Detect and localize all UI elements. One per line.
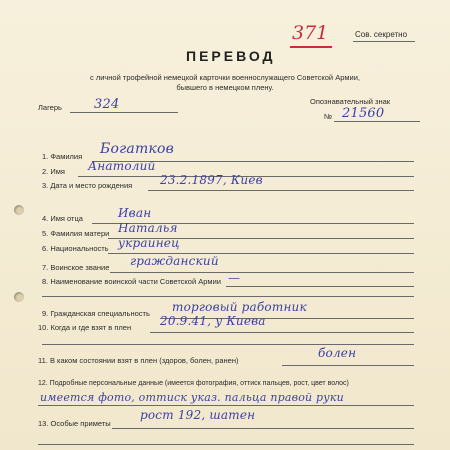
field-name-label: 2. Имя bbox=[42, 167, 65, 176]
field-birth-value: 23.2.1897, Киев bbox=[160, 173, 263, 187]
camp-line bbox=[70, 112, 178, 113]
camp-value: 324 bbox=[94, 97, 120, 112]
field-birth-label: 3. Дата и место рождения bbox=[42, 181, 133, 190]
id-mark-prefix: № bbox=[324, 112, 333, 121]
subtitle-line-1: с личной трофейной немецкой карточки военнослужащего Советской Армии, bbox=[89, 73, 361, 82]
field-features-label: 13. Особые приметы bbox=[38, 419, 111, 428]
id-mark-value: 21560 bbox=[342, 106, 385, 121]
field-name-value: Анатолий bbox=[88, 159, 156, 173]
bottom-line bbox=[38, 444, 414, 445]
field-father-label: 4. Имя отца bbox=[42, 214, 83, 223]
field-condition-value: болен bbox=[318, 346, 357, 360]
page-title: ПЕРЕВОД bbox=[186, 48, 276, 64]
number-underline bbox=[290, 46, 332, 48]
field-unit-line-2 bbox=[42, 296, 414, 297]
field-surname-value: Богатков bbox=[100, 141, 174, 157]
field-mother-value: Наталья bbox=[118, 221, 178, 235]
field-nationality-label: 6. Национальность bbox=[42, 244, 109, 253]
field-rank-line bbox=[110, 272, 414, 273]
field-personal-data-value: имеется фото, оттиск указ. пальца правой руки bbox=[40, 391, 344, 404]
field-surname-label: 1. Фамилия bbox=[42, 152, 83, 161]
blank-line bbox=[42, 344, 414, 345]
subtitle-line-2: бывшего в немецком плену. bbox=[176, 83, 274, 92]
field-unit-value: — bbox=[228, 271, 241, 285]
field-specialty-value: торговый работник bbox=[172, 300, 307, 314]
field-captured-line bbox=[150, 332, 414, 333]
field-captured-label: 10. Когда и где взят в плен bbox=[38, 323, 132, 332]
punch-hole bbox=[14, 292, 24, 302]
camp-label: Лагерь bbox=[38, 103, 62, 112]
id-mark-label: Опознавательный знак bbox=[310, 97, 391, 106]
field-captured-value: 20.9.41, у Киева bbox=[160, 314, 266, 328]
punch-hole bbox=[14, 205, 24, 215]
field-unit-label: 8. Наименование воинской части Советской Армии bbox=[42, 277, 221, 286]
field-rank-label: 7. Воинское звание bbox=[42, 263, 110, 272]
field-father-value: Иван bbox=[118, 206, 152, 220]
field-condition-label: 11. В каком состоянии взят в плен (здоров, болен, ранен) bbox=[38, 356, 239, 365]
document-number: 371 bbox=[292, 22, 329, 44]
classification-underline bbox=[353, 41, 415, 42]
field-mother-label: 5. Фамилия матери bbox=[42, 229, 110, 238]
field-specialty-label: 9. Гражданская специальность bbox=[42, 309, 150, 318]
field-unit-line-1 bbox=[226, 286, 414, 287]
field-personal-data-label: 12. Подробные персональные данные (имеется фотография, оттиск пальцев, рост, цвет волос) bbox=[38, 380, 349, 387]
field-features-value: рост 192, шатен bbox=[140, 408, 256, 422]
field-features-line bbox=[112, 428, 414, 429]
field-condition-line bbox=[282, 365, 414, 366]
field-nationality-value: украинец bbox=[118, 236, 180, 250]
field-personal-data-line bbox=[38, 405, 414, 406]
field-birth-line bbox=[148, 190, 414, 191]
id-mark-line bbox=[334, 121, 420, 122]
field-rank-value: гражданский bbox=[130, 254, 219, 268]
classification-mark: Сов. секретно bbox=[355, 30, 408, 39]
